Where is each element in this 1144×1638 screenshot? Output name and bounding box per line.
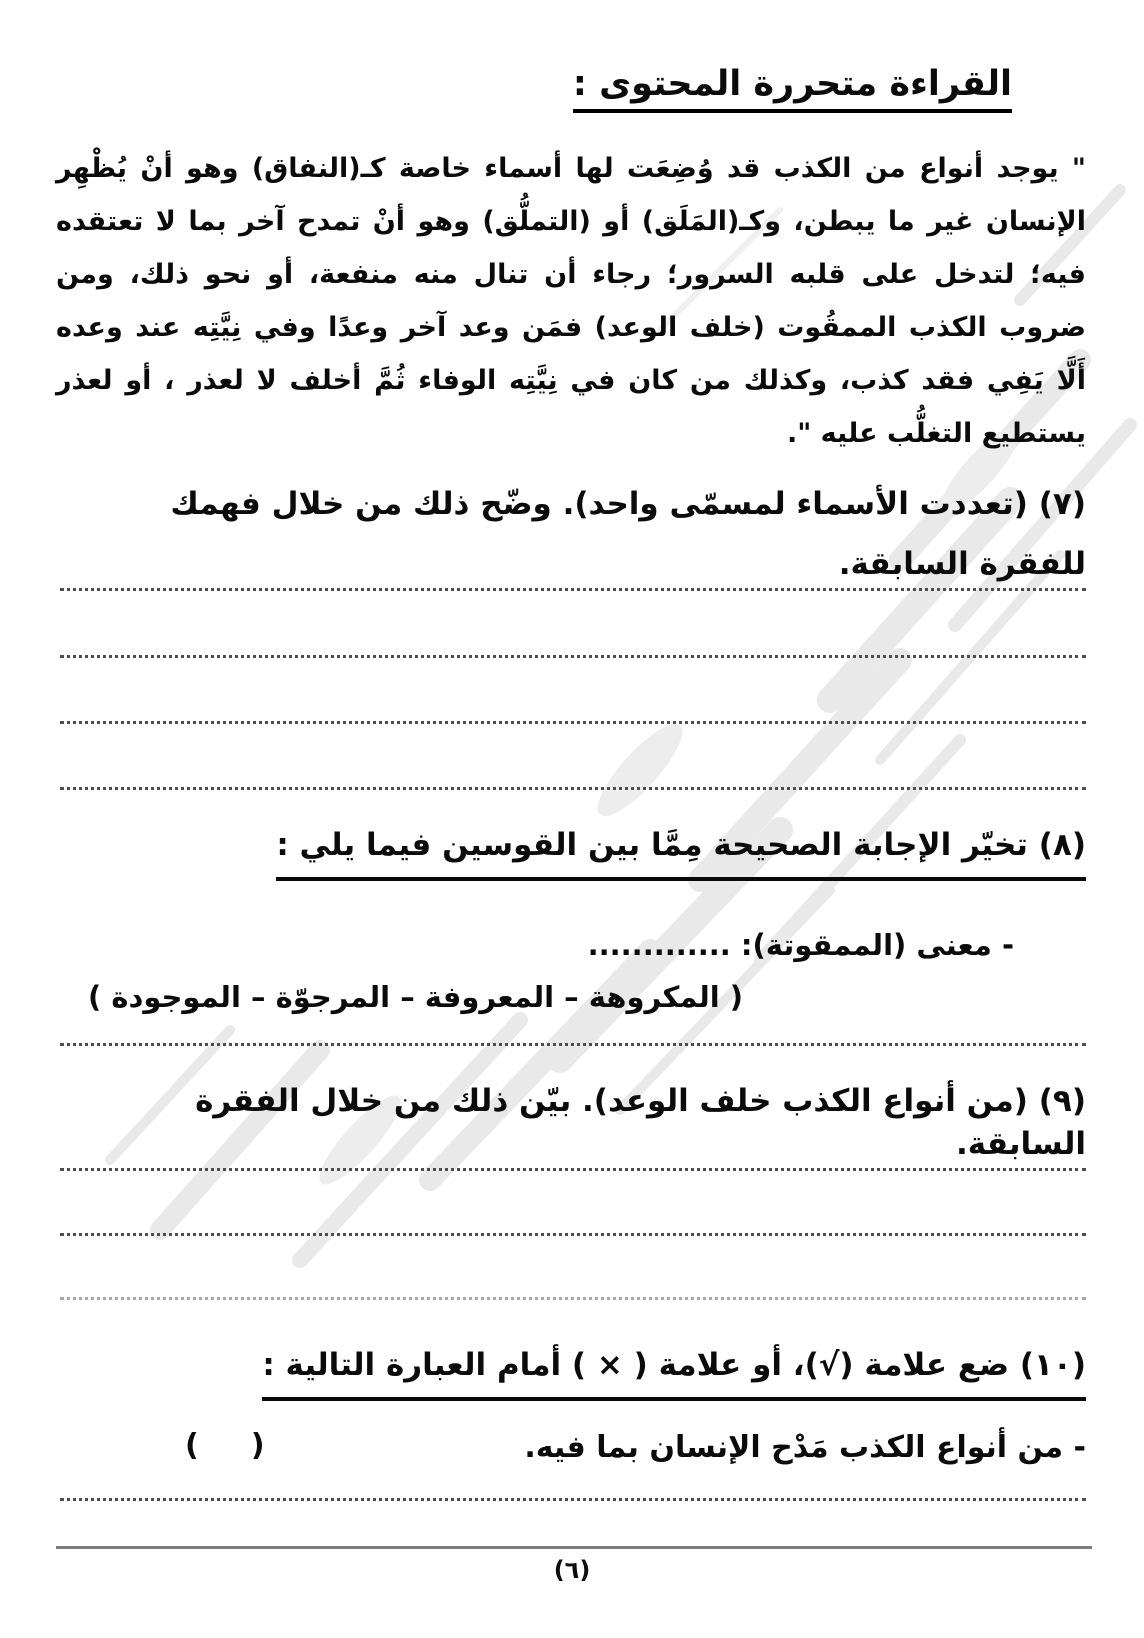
question-10-answer-brackets: ( ): [185, 1428, 265, 1463]
answer-line: [60, 1297, 1086, 1300]
section-title: القراءة متحررة المحتوى :: [573, 64, 1012, 113]
question-8-options: ( المكروهة – المعروفة – المرجوّة – الموجودة ): [88, 980, 744, 1014]
question-8-item: - معنى (الممقوتة): .............: [587, 928, 1014, 962]
question-8-heading: (٨) تخيّر الإجابة الصحيحة مِمَّا بين القوسين فيما يلي :: [276, 824, 1086, 881]
answer-line: [60, 787, 1086, 790]
footer-divider: [56, 1546, 1092, 1549]
answer-line: [60, 1498, 1086, 1501]
answer-line: [60, 721, 1086, 724]
answer-line: [60, 1233, 1086, 1236]
question-7: (٧) (تعددت الأسماء لمسمّى واحد). وضّح ذلك من خلال فهمك للفقرة السابقة.: [170, 486, 1086, 582]
question-10-heading: (١٠) ضع علامة (√)، أو علامة ( × ) أمام العبارة التالية :: [262, 1344, 1086, 1401]
reading-passage: " يوجد أنواع من الكذب قد وُضِعَت لها أسماء خاصة كـ(النفاق) وهو أنْ يُظْهِر الإنسان غير ما يبطن، وكـ(المَلَق) أو (التملُّق) وهو أنْ تمدح آخر بما لا تعتقده فيه؛ لتدخل على قلبه السرور؛ رجاء أن تنال منه منفعة، أو نحو ذلك، ومن ضروب الكذب الممقُوت (خلف الوعد) فمَن وعد آخر وعدًا وفي نِيَّتِه عند وعده أَلَّا يَفِي فقد كذب، وكذلك من كان في نِيَّتِه الوفاء ثُمَّ أخلف لا لعذر ، أو لعذر يستطيع التغلُّب عليه ".: [56, 153, 1086, 449]
answer-line: [60, 655, 1086, 658]
answer-line: [60, 1043, 1086, 1046]
page-number: (٦): [553, 1556, 591, 1584]
answer-line: [60, 588, 1086, 591]
question-9: (٩) (من أنواع الكذب خلف الوعد). بيّن ذلك من خلال الفقرة السابقة.: [195, 1083, 1086, 1163]
answer-line: [60, 1168, 1086, 1171]
question-10-statement: - من أنواع الكذب مَدْح الإنسان بما فيه.: [524, 1430, 1086, 1465]
